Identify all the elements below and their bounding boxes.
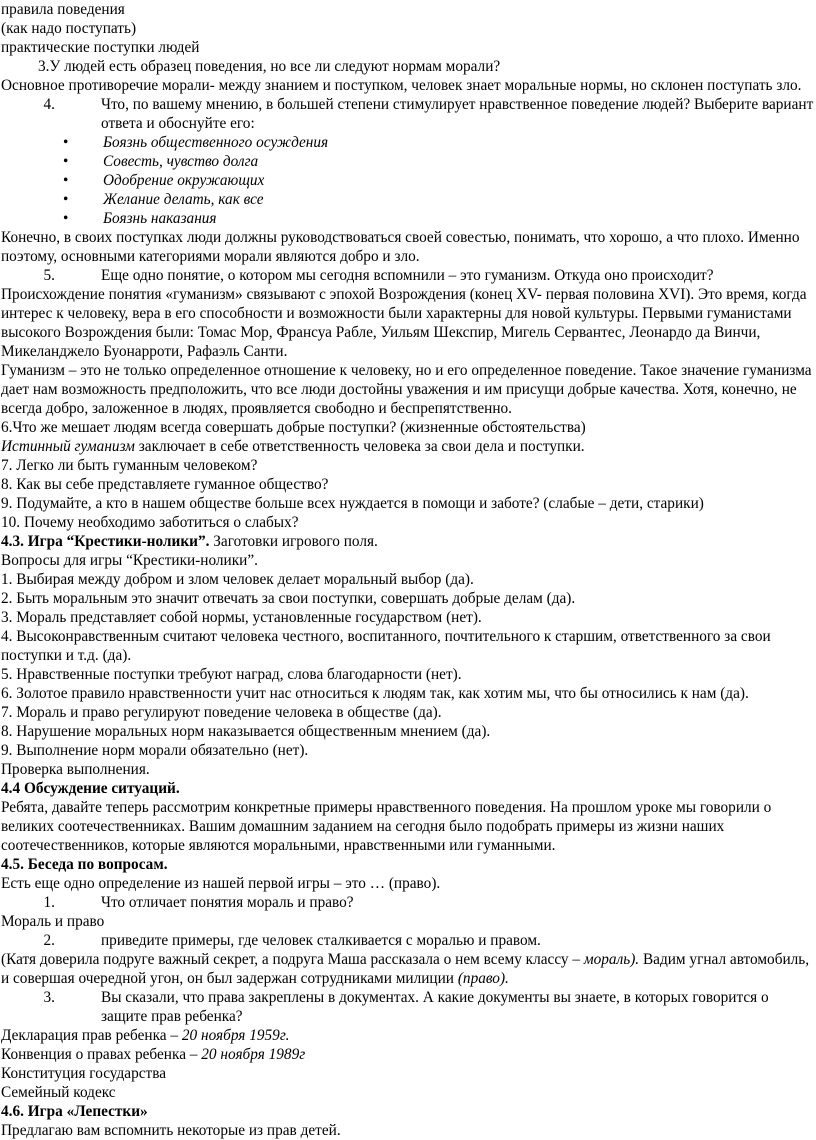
question-text: приведите примеры, где человек сталкивается с моралью и правом. xyxy=(101,932,541,949)
emphasis-text: Истинный гуманизм xyxy=(1,438,135,455)
game-question: 1. Выбирая между добром и злом человек делает моральный выбор (да). xyxy=(1,571,474,588)
question-text: Что отличает понятия мораль и право? xyxy=(101,894,354,911)
section-heading-4-4: 4.4 Обсуждение ситуаций. xyxy=(1,780,180,797)
paragraph: Конечно, в своих поступках люди должны руководствоваться своей совестью, понимать, что хорошо, а что плохо. Именно поэтому, основными категориями морали являются добро и зло. xyxy=(1,229,800,265)
text-line: Конституция государства xyxy=(1,1065,167,1082)
bullet-icon: • xyxy=(63,210,69,227)
bullet-icon: • xyxy=(63,191,69,208)
text-line xyxy=(1,1026,814,1045)
question-4 xyxy=(1,95,814,133)
text-span: Конвенция о правах ребенка – xyxy=(1,1046,202,1063)
question-text: Вы сказали, что права закреплены в документах. А какие документы вы знаете, в которых говорится о защите прав ребенка? xyxy=(101,989,769,1025)
text-line xyxy=(1,1045,814,1064)
section-heading-4-6: 4.6. Игра «Лепестки» xyxy=(1,1103,148,1120)
text-span: Заготовки игрового поля. xyxy=(209,533,378,550)
question-10: 10. Почему необходимо заботиться о слабых? xyxy=(1,514,299,531)
text-line: Проверка выполнения. xyxy=(1,761,150,778)
paragraph xyxy=(1,950,814,988)
bullet-icon: • xyxy=(63,153,69,170)
question-text: Еще одно понятие, о котором мы сегодня вспомнили – это гуманизм. Откуда оно происходит? xyxy=(101,267,714,284)
paragraph: Ребята, давайте теперь рассмотрим конкретные примеры нравственного поведения. На прошлом уроке мы говорили о великих соотечественниках. Вашим домашним заданием на сегодня было подобрать примеры из жизни наших соотечественников, которые являются моральными, нравственными или гуманными. xyxy=(1,799,772,854)
text-line: Вопросы для игры “Крестики-нолики”. xyxy=(1,552,258,569)
bullet-icon: • xyxy=(63,172,69,189)
game-question: 7. Мораль и право регулируют поведение человека в обществе (да). xyxy=(1,704,442,721)
discussion-question-1 xyxy=(1,893,814,912)
game-question: 4. Высоконравственным считают человека честного, воспитанного, почтительного к старшим, ответственного за свои поступки и т.д. (да). xyxy=(1,628,771,664)
list-item xyxy=(1,133,814,152)
discussion-question-3 xyxy=(1,988,814,1026)
option-text: Боязнь общественного осуждения xyxy=(103,134,329,151)
list-item xyxy=(1,152,814,171)
list-item xyxy=(1,171,814,190)
text-line: Предлагаю вам вспомнить некоторые из прав детей. xyxy=(1,1122,341,1139)
emphasis-text: 20 ноября 1989г xyxy=(201,1046,306,1063)
question-number: 5. xyxy=(43,267,55,284)
section-heading-4-5: 4.5. Беседа по вопросам. xyxy=(1,856,168,873)
option-text: Боязнь наказания xyxy=(103,210,217,227)
game-question: 3. Мораль представляет собой нормы, установленные государством (нет). xyxy=(1,609,482,626)
emphasis-text: 20 ноября 1959г. xyxy=(181,1027,290,1044)
question-number: 2. xyxy=(43,932,55,949)
emphasis-text: мораль). xyxy=(583,951,640,968)
text-span: Вадим угнал автомобиль, и совершая очередной угон, он был задержан сотрудниками милиции xyxy=(1,951,810,987)
bullet-icon: • xyxy=(63,134,69,151)
question-number: 4. xyxy=(43,96,55,113)
option-text: Одобрение окружающих xyxy=(103,172,265,189)
option-text: Желание делать, как все xyxy=(103,191,264,208)
text-line: правила поведения xyxy=(1,1,125,18)
paragraph: Происхождение понятия «гуманизм» связывают с эпохой Возрождения (конец XV- первая половина XVI). Это время, когда интерес к человеку, вера в его способности и возможности были характерны для новой культуры. Первыми гуманистами высокого Возрождения были: Томас Мор, Франсуа Рабле, Уильям Шекспир, Мигель Сервантес, Леонардо да Винчи, Микеланджело Буонарроти, Рафаэль Санти. xyxy=(1,286,807,360)
option-text: Совесть, чувство долга xyxy=(103,153,259,170)
question-text: Что, по вашему мнению, в большей степени стимулирует нравственное поведение людей? Выберите вариант ответа и обоснуйте его: xyxy=(101,96,814,132)
section-heading-4-3 xyxy=(1,532,814,551)
question-7: 7. Легко ли быть гуманным человеком? xyxy=(1,457,258,474)
question-6: 6.Что же мешает людям всегда совершать добрые поступки? (жизненные обстоятельства) xyxy=(1,419,586,436)
question-8: 8. Как вы себе представляете гуманное общество? xyxy=(1,476,329,493)
question-number: 3. xyxy=(43,989,55,1006)
list-item xyxy=(1,209,814,228)
text-span: заключает в себе ответственность человека за свои дела и поступки. xyxy=(134,438,585,455)
text-span: Декларация прав ребенка – xyxy=(1,1027,182,1044)
paragraph xyxy=(1,437,814,456)
game-question: 8. Нарушение моральных норм наказывается общественным мнением (да). xyxy=(1,723,491,740)
discussion-question-2 xyxy=(1,931,814,950)
text-span: (Катя доверила подруге важный секрет, а подруга Маша рассказала о нем всему классу – xyxy=(1,951,584,968)
heading-text: 4.3. Игра “Крестики-нолики”. xyxy=(1,533,210,550)
question-9: 9. Подумайте, а кто в нашем обществе больше всех нуждается в помощи и заботе? (слабые – дети, старики) xyxy=(1,495,704,512)
list-item xyxy=(1,190,814,209)
game-question: 9. Выполнение норм морали обязательно (нет). xyxy=(1,742,309,759)
text-line: практические поступки людей xyxy=(1,39,200,56)
text-line: (как надо поступать) xyxy=(1,20,137,37)
paragraph: Основное противоречие морали- между знанием и поступком, человек знает моральные нормы, но склонен поступать зло. xyxy=(1,77,802,94)
game-question: 5. Нравственные поступки требуют наград, слова благодарности (нет). xyxy=(1,666,462,683)
emphasis-text: (право). xyxy=(457,970,509,987)
text-line: Есть еще одно определение из нашей первой игры – это … (право). xyxy=(1,875,441,892)
question-5 xyxy=(1,266,814,285)
game-question: 2. Быть моральным это значит отвечать за свои поступки, совершать добрые делам (да). xyxy=(1,590,576,607)
question-number: 1. xyxy=(43,894,55,911)
text-line: Мораль и право xyxy=(1,913,105,930)
paragraph: Гуманизм – это не только определенное отношение к человеку, но и его определенное поведение. Такое значение гуманизма дает нам возможность предположить, что все люди достойны уважения и им присущи добрые качества. Хотя, конечно, не всегда добро, заложенное в людях, проявляется свободно и беспрепятственно. xyxy=(1,362,812,417)
question-3: 3.У людей есть образец поведения, но все ли следуют нормам морали? xyxy=(38,58,501,75)
text-line: Семейный кодекс xyxy=(1,1084,116,1101)
game-question: 6. Золотое правило нравственности учит нас относиться к людям так, как хотим мы, что бы относились к нам (да). xyxy=(1,685,749,702)
